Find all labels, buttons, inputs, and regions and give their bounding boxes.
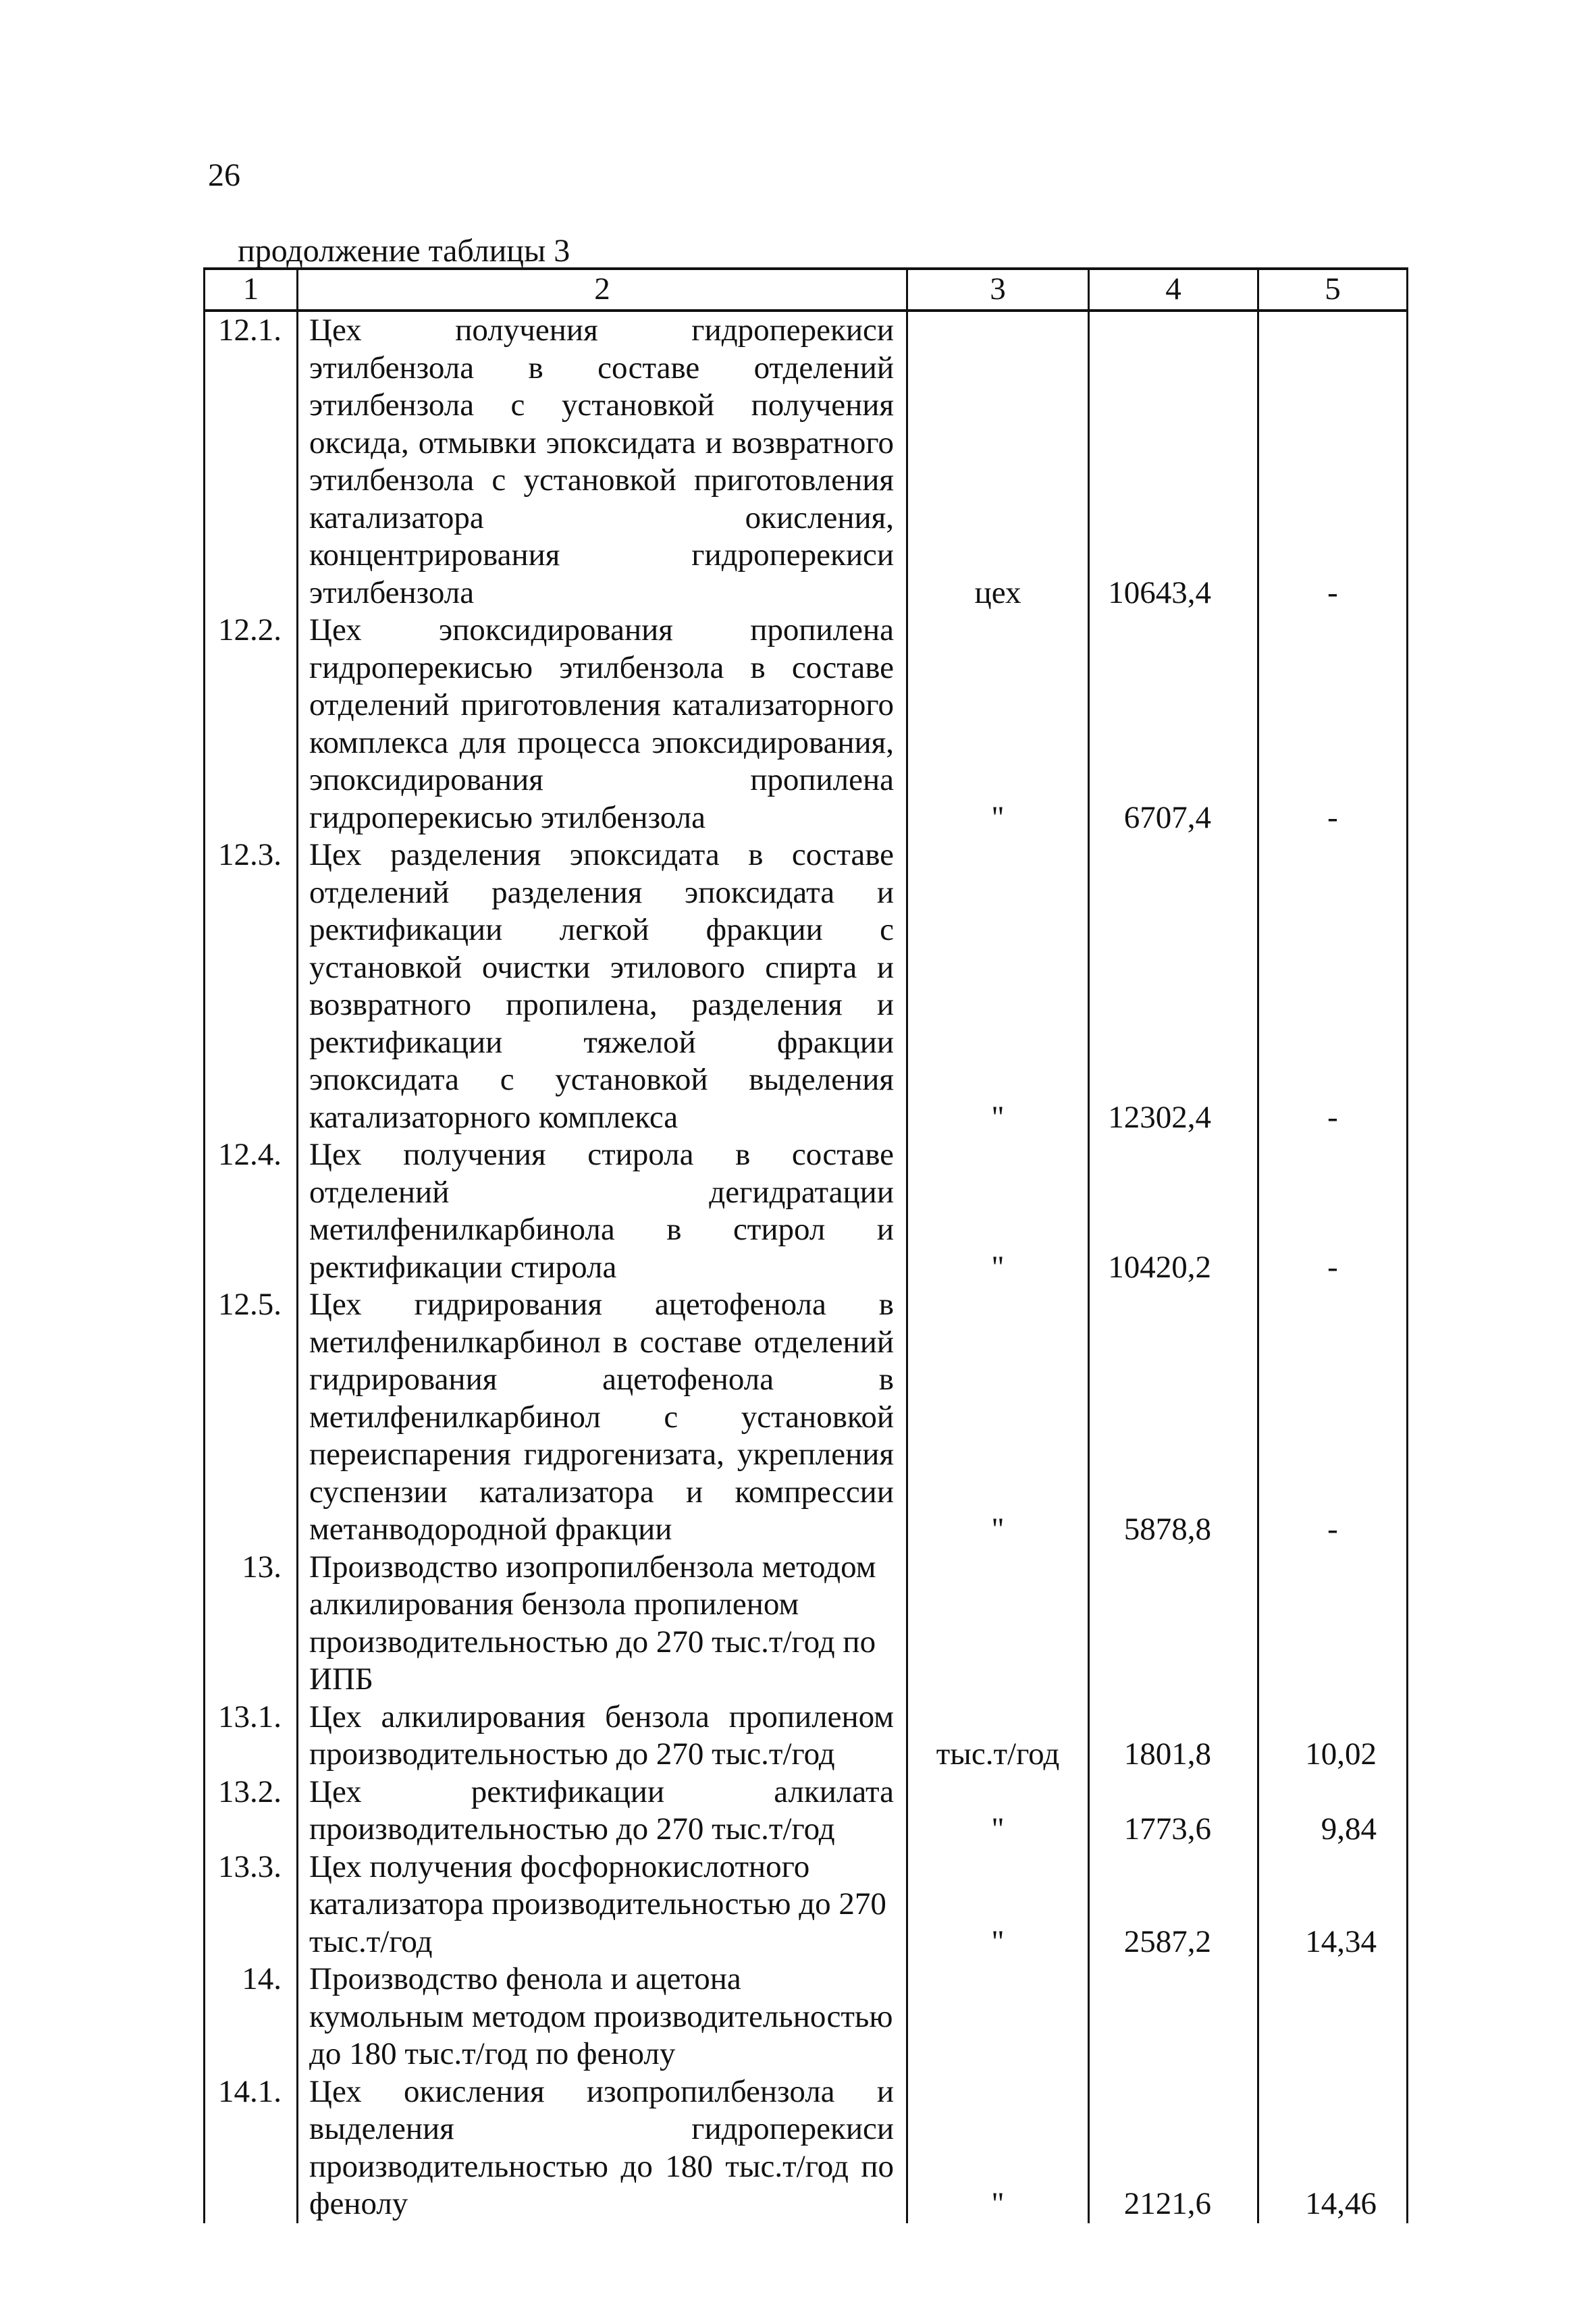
row-description: Цех гидрирования ацетофенола в метилфенилкарбинол в составе отделений гидрирования ацетофенола в метилфенилкарбинол с установкой переиспарения гидрогенизата, укрепления суспензии катализатора и компрессии метанводородной фракции [298, 1286, 907, 1549]
data-table [203, 267, 1408, 2223]
row-number: 12.1. [205, 311, 298, 612]
row-value: 2587,2 [1089, 1849, 1258, 1961]
table-row [205, 1286, 1408, 1549]
row-number: 12.5. [205, 1286, 298, 1549]
row-number: 12.2. [205, 612, 298, 837]
page-number: 26 [208, 157, 240, 193]
row-unit: " [907, 1774, 1089, 1849]
row-value-2: 9,84 [1258, 1774, 1408, 1849]
row-number: 12.3. [205, 837, 298, 1136]
row-value: 12302,4 [1089, 837, 1258, 1136]
row-value-2: - [1258, 612, 1408, 837]
table-row [205, 837, 1408, 1136]
row-unit: " [907, 837, 1089, 1136]
row-description: Цех получения гидроперекиси этилбензола в составе отделений этилбензола с установкой получения оксида, отмывки эпоксидата и возвратного этилбензола с установкой приготовления катализатора окисления, концентрирования гидроперекиси этилбензола [298, 311, 907, 612]
row-value-2: 14,46 [1258, 2073, 1408, 2223]
row-number: 14.1. [205, 2073, 298, 2223]
row-description: Цех алкилирования бензола пропиленом производительностью до 270 тыс.т/год [298, 1699, 907, 1774]
row-value: 10420,2 [1089, 1136, 1258, 1286]
row-unit: " [907, 1136, 1089, 1286]
row-value-2: 14,34 [1258, 1849, 1408, 1961]
table-row [205, 1549, 1408, 1699]
row-description: Цех получения фосфорнокислотного катализатора производительностью до 270 тыс.т/год [298, 1849, 907, 1961]
row-description: Цех эпоксидирования пропилена гидроперекисью этилбензола в составе отделений приготовления катализаторного комплекса для процесса эпоксидирования, эпоксидирования пропилена гидроперекисью этилбензола [298, 612, 907, 837]
row-number: 13.3. [205, 1849, 298, 1961]
row-value-2: - [1258, 1136, 1408, 1286]
table-caption: продолжение таблицы 3 [238, 233, 570, 269]
row-number: 13.2. [205, 1774, 298, 1849]
table-row [205, 612, 1408, 837]
header-col-3: 3 [907, 269, 1089, 311]
header-col-2: 2 [298, 269, 907, 311]
row-number: 13.1. [205, 1699, 298, 1774]
header-col-5: 5 [1258, 269, 1408, 311]
row-description: Производство фенола и ацетона кумольным методом производительностью до 180 тыс.т/год по фенолу [298, 1961, 907, 2073]
row-value [1089, 1549, 1258, 1699]
row-unit: цех [907, 311, 1089, 612]
row-value-2 [1258, 1549, 1408, 1699]
row-description: Производство изопропилбензола методом алкилирования бензола пропиленом производительностью до 270 тыс.т/год по ИПБ [298, 1549, 907, 1699]
row-value: 1801,8 [1089, 1699, 1258, 1774]
row-description: Цех разделения эпоксидата в составе отделений разделения эпоксидата и ректификации легкой фракции с установкой очистки этилового спирта и возвратного пропилена, разделения и ректификации тяжелой фракции эпоксидата с установкой выделения катализаторного комплекса [298, 837, 907, 1136]
row-unit: тыс.т/год [907, 1699, 1089, 1774]
header-col-1: 1 [205, 269, 298, 311]
row-value [1089, 1961, 1258, 2073]
header-col-4: 4 [1089, 269, 1258, 311]
row-number: 12.4. [205, 1136, 298, 1286]
row-number: 14. [205, 1961, 298, 2073]
table-row [205, 1136, 1408, 1286]
table-row [205, 311, 1408, 612]
row-unit: " [907, 2073, 1089, 2223]
row-value-2: - [1258, 1286, 1408, 1549]
table-row [205, 1961, 1408, 2073]
row-value: 10643,4 [1089, 311, 1258, 612]
row-value: 6707,4 [1089, 612, 1258, 837]
row-value: 1773,6 [1089, 1774, 1258, 1849]
row-unit: " [907, 1286, 1089, 1549]
row-number: 13. [205, 1549, 298, 1699]
row-value-2 [1258, 1961, 1408, 2073]
row-description: Цех ректификации алкилата производительностью до 270 тыс.т/год [298, 1774, 907, 1849]
table-header-row [205, 269, 1408, 311]
row-unit [907, 1549, 1089, 1699]
row-value-2: 10,02 [1258, 1699, 1408, 1774]
row-value: 2121,6 [1089, 2073, 1258, 2223]
table-row [205, 1774, 1408, 1849]
row-unit: " [907, 612, 1089, 837]
row-unit [907, 1961, 1089, 2073]
table-row [205, 2073, 1408, 2223]
row-value-2: - [1258, 311, 1408, 612]
row-value: 5878,8 [1089, 1286, 1258, 1549]
row-unit: " [907, 1849, 1089, 1961]
row-description: Цех окисления изопропилбензола и выделения гидроперекиси производительностью до 180 тыс.т/год по фенолу [298, 2073, 907, 2223]
row-description: Цех получения стирола в составе отделений дегидратации метилфенилкарбинола в стирол и ректификации стирола [298, 1136, 907, 1286]
row-value-2: - [1258, 837, 1408, 1136]
table-row [205, 1849, 1408, 1961]
table-row [205, 1699, 1408, 1774]
